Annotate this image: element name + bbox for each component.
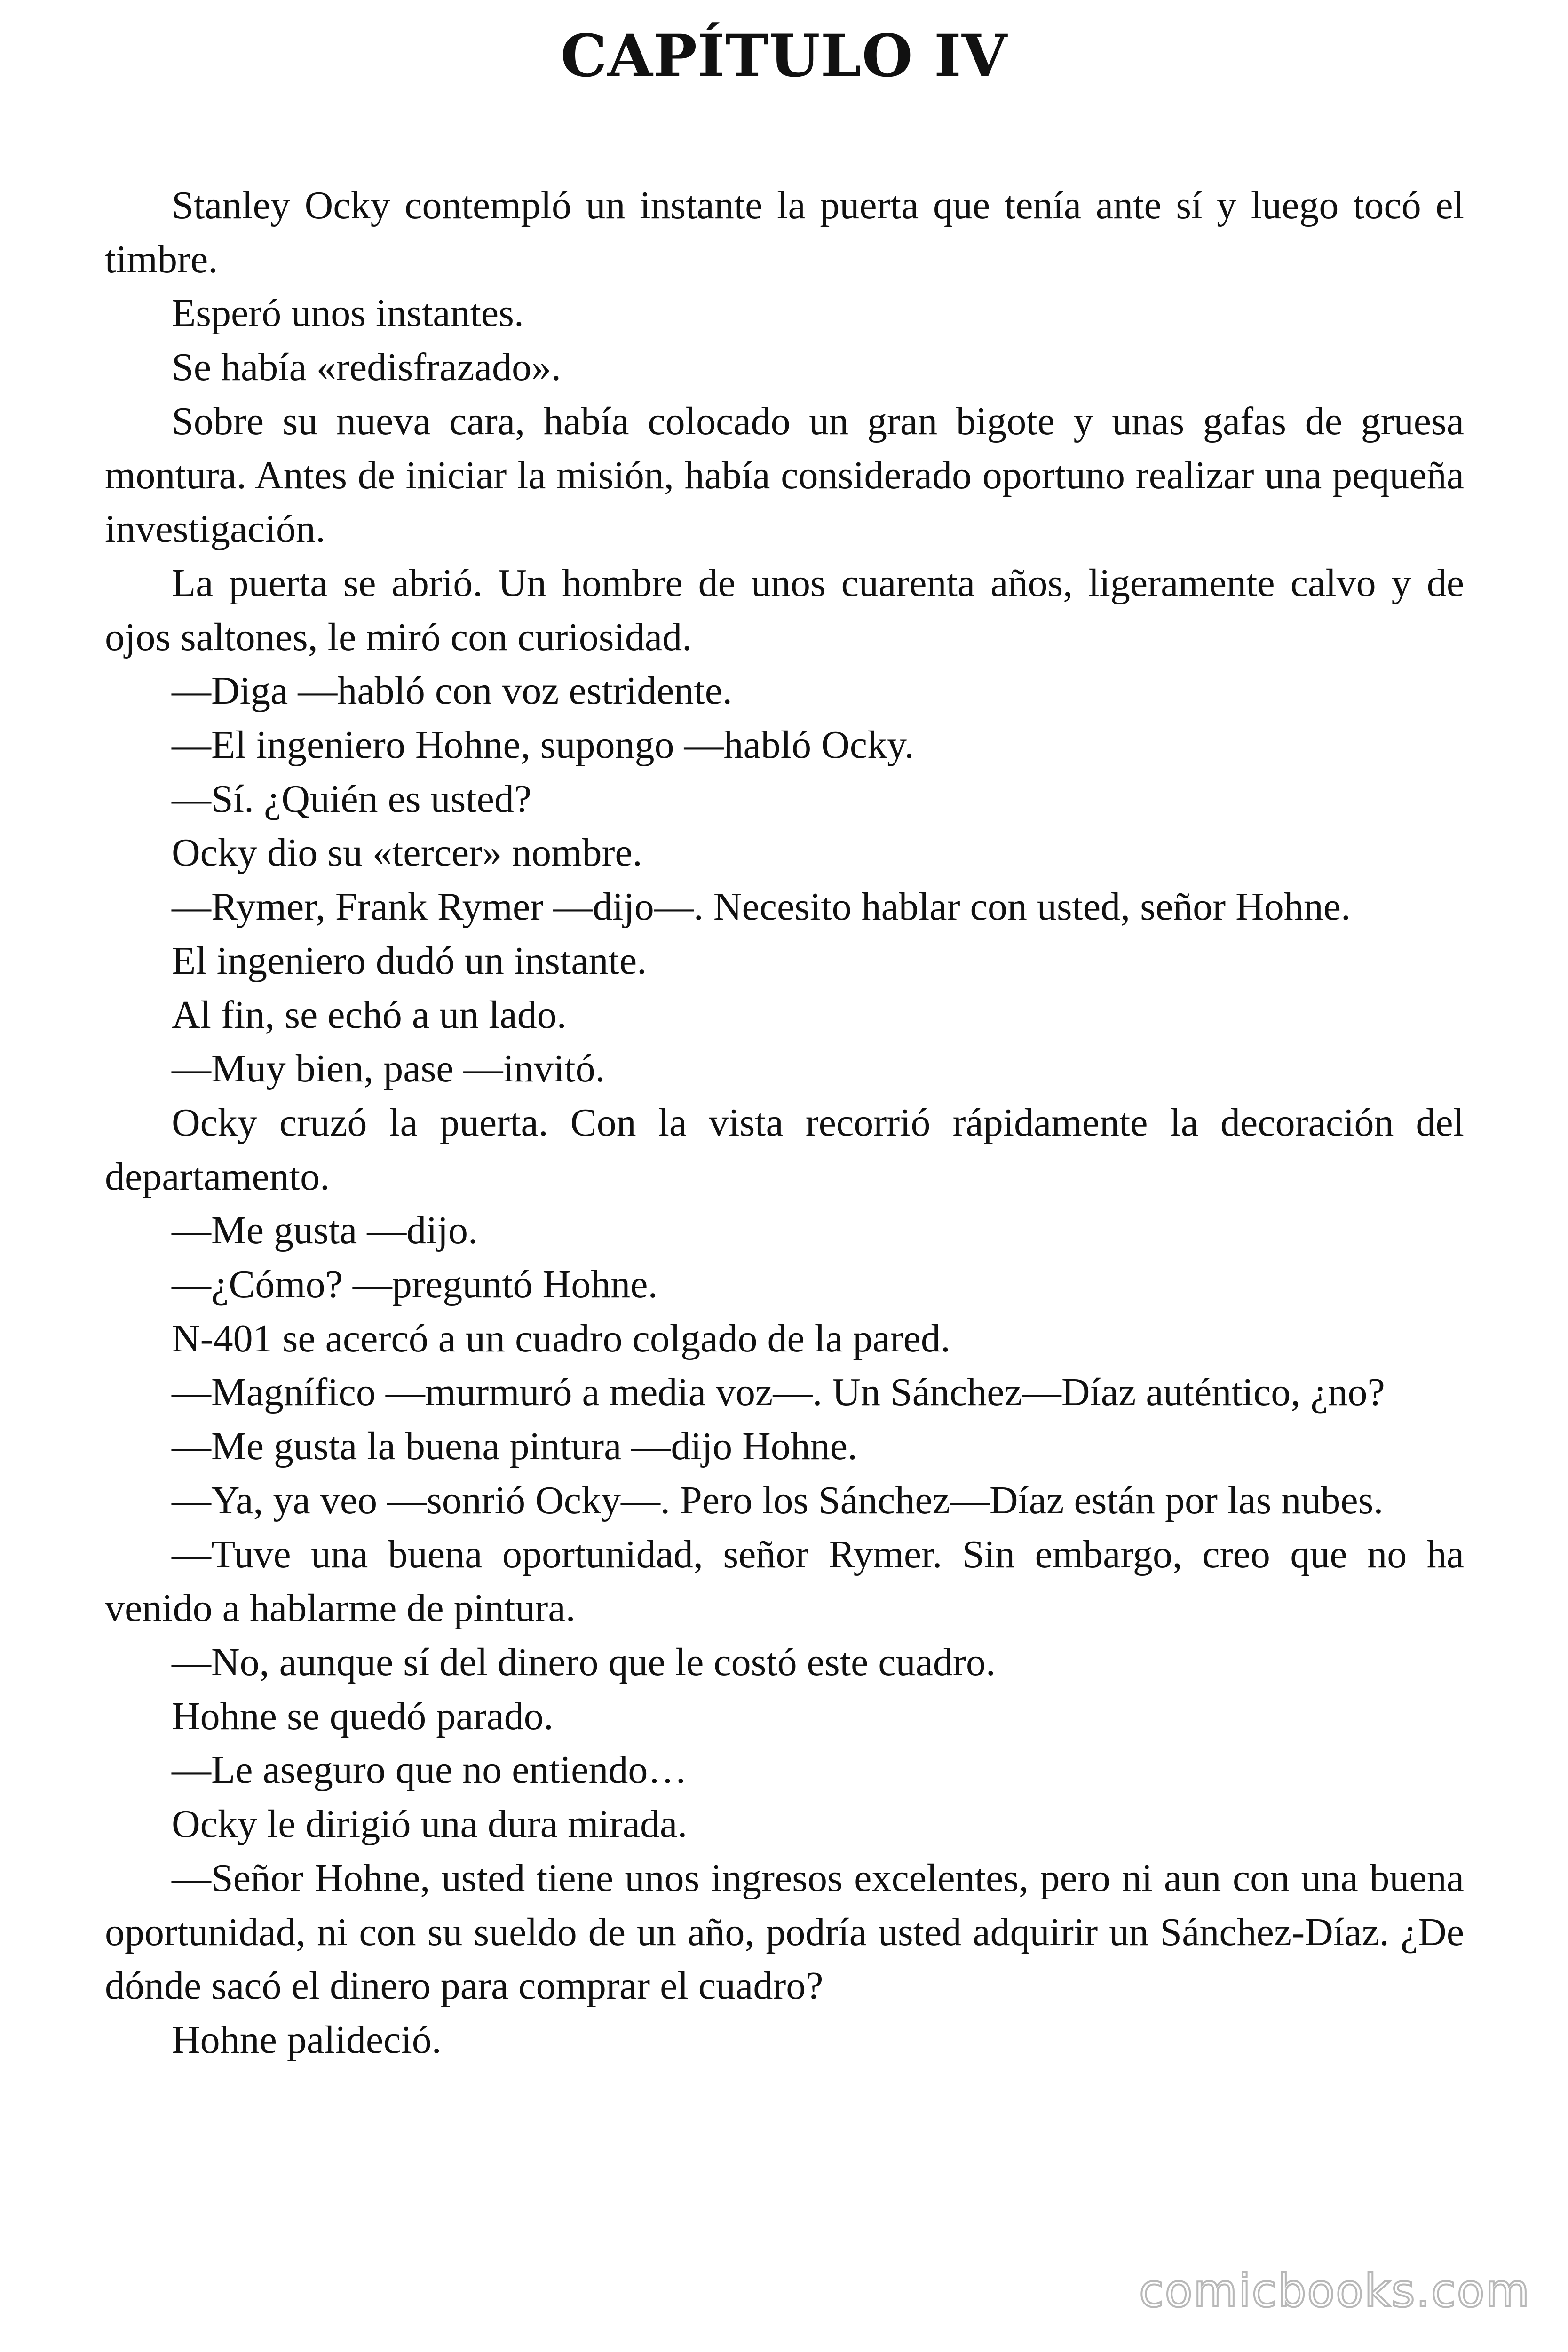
paragraph: —Diga —habló con voz estridente. bbox=[172, 669, 732, 713]
paragraph: El ingeniero dudó un instante. bbox=[172, 938, 647, 983]
paragraph: Stanley Ocky contempló un instante la puerta que tenía ante sí y luego tocó el timbre. bbox=[105, 183, 1464, 281]
paragraph: Esperó unos instantes. bbox=[172, 291, 524, 335]
paragraph: —Magnífico —murmuró a media voz—. Un Sánchez—Díaz auténtico, ¿no? bbox=[172, 1370, 1385, 1414]
paragraph: —El ingeniero Hohne, supongo —habló Ocky. bbox=[172, 723, 914, 767]
paragraph: Sobre su nueva cara, había colocado un gran bigote y unas gafas de gruesa montura. Antes de iniciar la misión, había considerado oportuno realizar una pequeña investigación. bbox=[105, 399, 1464, 551]
paragraph: Ocky cruzó la puerta. Con la vista recorrió rápidamente la decoración del departamento. bbox=[105, 1100, 1464, 1199]
chapter-title: CAPÍTULO IV bbox=[560, 22, 1008, 90]
paragraph: Hohne palideció. bbox=[172, 2018, 442, 2062]
paragraph: Se había «redisfrazado». bbox=[172, 345, 561, 389]
paragraph: —Ya, ya veo —sonrió Ocky—. Pero los Sánchez—Díaz están por las nubes. bbox=[172, 1478, 1384, 1522]
paragraph: Hohne se quedó parado. bbox=[172, 1694, 554, 1738]
paragraph: —Señor Hohne, usted tiene unos ingresos excelentes, pero ni aun con una buena oportunidad, ni con su sueldo de un año, podría usted adquirir un Sánchez-Díaz. ¿De dónde sacó el dinero para comprar el cuadro? bbox=[105, 1856, 1464, 2008]
paragraph: —Me gusta la buena pintura —dijo Hohne. bbox=[172, 1424, 858, 1469]
paragraph: —Le aseguro que no entiendo… bbox=[172, 1748, 688, 1792]
paragraph: —No, aunque sí del dinero que le costó este cuadro. bbox=[172, 1640, 996, 1684]
paragraph: La puerta se abrió. Un hombre de unos cuarenta años, ligeramente calvo y de ojos saltones, le miró con curiosidad. bbox=[105, 561, 1464, 659]
watermark: comicbooks.com bbox=[1139, 2265, 1530, 2317]
paragraph: Ocky dio su «tercer» nombre. bbox=[172, 831, 642, 875]
paragraph: —¿Cómo? —preguntó Hohne. bbox=[172, 1263, 658, 1307]
paragraph: —Me gusta —dijo. bbox=[172, 1208, 478, 1253]
paragraph: N-401 se acercó a un cuadro colgado de la pared. bbox=[172, 1316, 950, 1360]
paragraph: —Muy bien, pase —invitó. bbox=[172, 1047, 605, 1091]
paragraph: —Sí. ¿Quién es usted? bbox=[172, 777, 532, 821]
paragraph: —Rymer, Frank Rymer —dijo—. Necesito hablar con usted, señor Hohne. bbox=[172, 885, 1351, 929]
paragraph: Ocky le dirigió una dura mirada. bbox=[172, 1802, 688, 1846]
paragraph: —Tuve una buena oportunidad, señor Rymer. Sin embargo, creo que no ha venido a hablarme de pintura. bbox=[105, 1532, 1464, 1630]
chapter-body bbox=[105, 179, 1464, 2067]
paragraph: Al fin, se echó a un lado. bbox=[172, 993, 567, 1037]
